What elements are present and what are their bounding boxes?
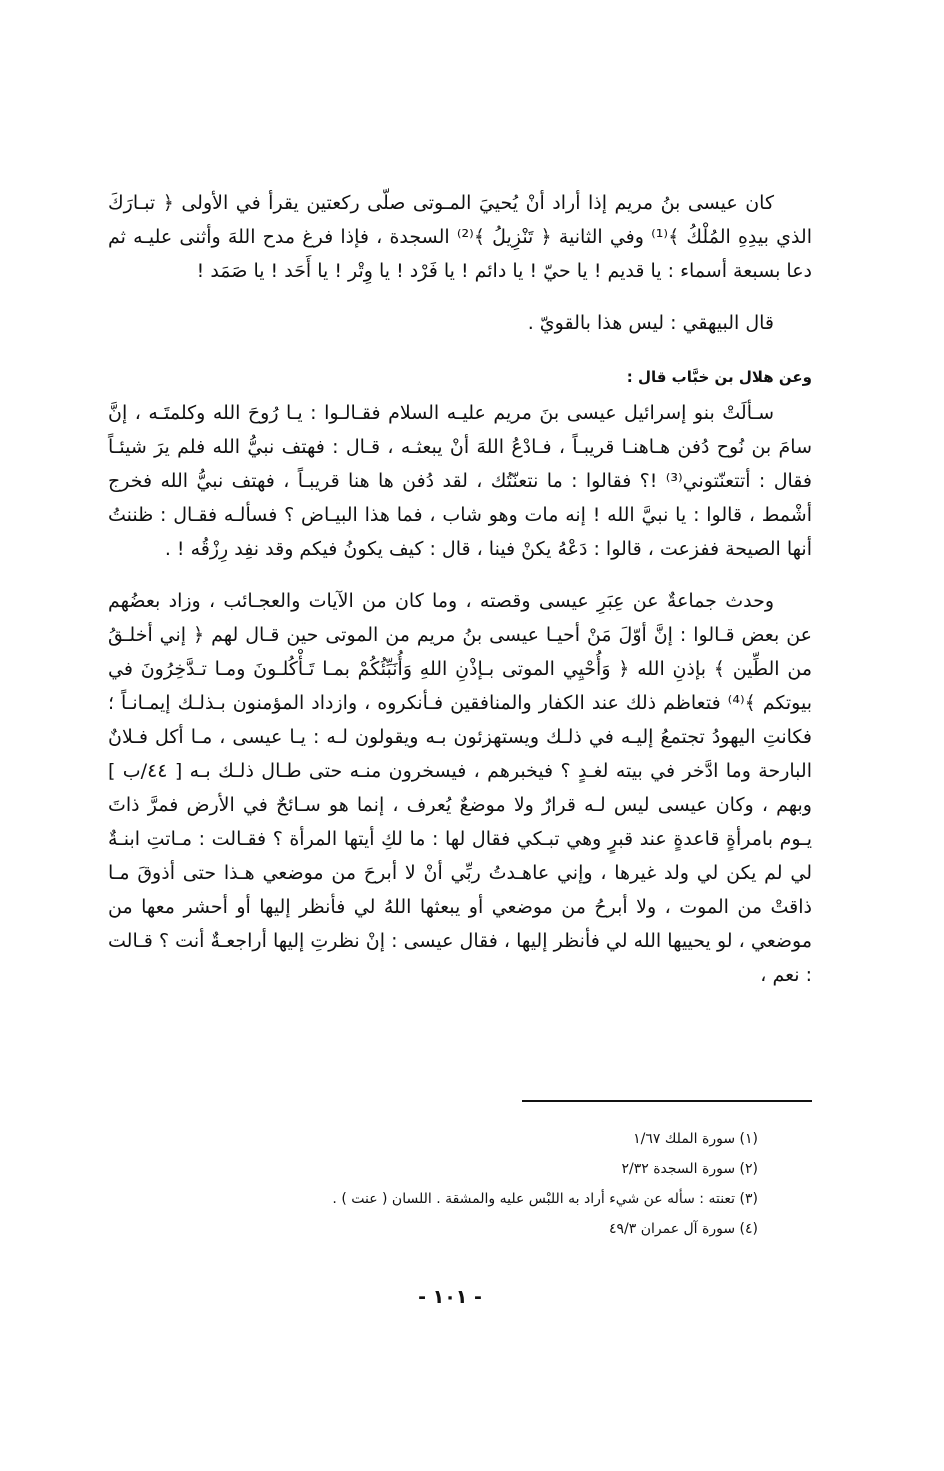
page-number: - ١٠١ - [418,1286,482,1308]
paragraph-resurrection-prayer: كان عيسى بنُ مريم إذا أراد أنْ يُحييَ المـوتى صلّى ركعتين يقرأ في الأولى ﴿ تبـارَكَ الذي بيدِهِ المُلْكُ ﴾⁽¹⁾ وفي الثانية ﴿ تَنْزِيلُ ﴾⁽²⁾ السجدة ، فإذا فرغ مدح اللهَ وأثنى عليـه ثم دعا بسبعة أسماء : يا قديم ! يا حيّ ! يا دائم ! يا فَرْد ! يا وِتْر ! يا أَحَد ! يا صَمَد ! [108,192,813,282]
footnotes-list [120,1124,758,1244]
footnote-divider [522,1100,812,1102]
main-text [108,186,812,1010]
narrator-heading: وعن هلال بن خبَّاب قال : [626,368,812,386]
paragraph-sam-bin-nuh: سـألَتْ بنو إسرائيل عيسى بنَ مريم عليـه السلام فقـالـوا : يـا رُوحَ الله وكلمتَـه ، إنَّ سامَ بن نُوح دُفن هـاهنـا قريبـاً ، فـادْعُ اللهَ أنْ يبعثـه ، قـال : فهتف نبيُّ الله فلم يرَ شيئـاً فقال : أتتعنّتوني⁽³⁾ !؟ فقالوا : ما نتعنّتُك ، لقد دُفن ها هنا قريبـاً ، فهتف نبيُّ الله فخرج أشْمط ، قالوا : يا نبيَّ الله ! إنه مات وهو شاب ، فما هذا البيـاض ؟ فسألـه فقـال : ظننتُ أنها الصيحة ففزعت ، قالوا : دَعْهُ يكنْ فينا ، قال : كيف يكونُ فيكم وقد نفِد رِزْقُه ! . [108,402,812,560]
paragraph-bayhaqi-comment: قال البيهقي : ليس هذا بالقويّ . [527,312,774,334]
paragraph-miracles-account: وحدث جماعةٌ عن عِبَرِ عيسى وقصته ، وما كان من الآيات والعجـائب ، وزاد بعضُهم عن بعض قـالوا : إنَّ أوّلَ مَنْ أحيـا عيسى بنُ مريم من الموتى حين قـال لهم ﴿ إني أخلـقُ من الطِّين ﴾ بإذنِ الله ﴿ وَأُحْيِي الموتى بـإذْنِ اللهِ وَأُنَبِّئُكُمْ بمـا تَـأْكُلـونَ ومـا تـدَّخِرُونَ في بيوتكم ﴾⁽⁴⁾ فتعاظم ذلك عند الكفار والمنافقين فـأنكروه ، وازداد المؤمنون بـذلـك إيمـانـاً ؛ فكانتِ اليهودُ تجتمعُ إليـه في ذلـك ويستهزئون بـه ويقولون لـه : يـا عيسى ، مـا أكل فـلانٌ البارحة وما ادَّخر في بيته لغـدٍ ؟ فيخبرهم ، فيسخرون منـه حتى طـال ذلـك بـه [ ٤٤/ب ] وبهم ، وكان عيسى ليس لـه قرارٌ ولا موضعٌ يُعرف ، إنما هو سـائحٌ في الأرض فمرَّ ذاتَ يـوم بامرأةٍ قاعدةٍ عند قبرٍ وهي تبـكي فقال لها : ما لكِ أيتها المرأة ؟ فقـالت : مـاتتِ ابنـةٌ لي لم يكن لي ولد غيرها ، وإني عاهـدتُ ربِّي أنْ لا أبرحَ من موضعي هـذا حتى أذوقَ مـا ذاقتْ من الموت ، ولا أبرحُ من موضعي أو يبعثها اللهُ لي فأنظر إليها أو أحشر معها من موضعي ، لو يحييها الله لي فأنظر إليها ، فقال عيسى : إنْ نظرتِ إليها أراجعـةٌ أنت ؟ قـالت : نعم ، [108,590,812,986]
footnote-item: (١) سورة الملك ١/٦٧ [633,1131,758,1147]
footnote-item: (٣) تعنته : سأله عن شيء أراد به اللبْس عليه والمشقة . اللسان ( عنت ) . [332,1191,758,1207]
footnote-item: (٤) سورة آل عمران ٤٩/٣ [608,1221,758,1237]
footnote-item: (٢) سورة السجدة ٢/٣٢ [621,1161,758,1177]
